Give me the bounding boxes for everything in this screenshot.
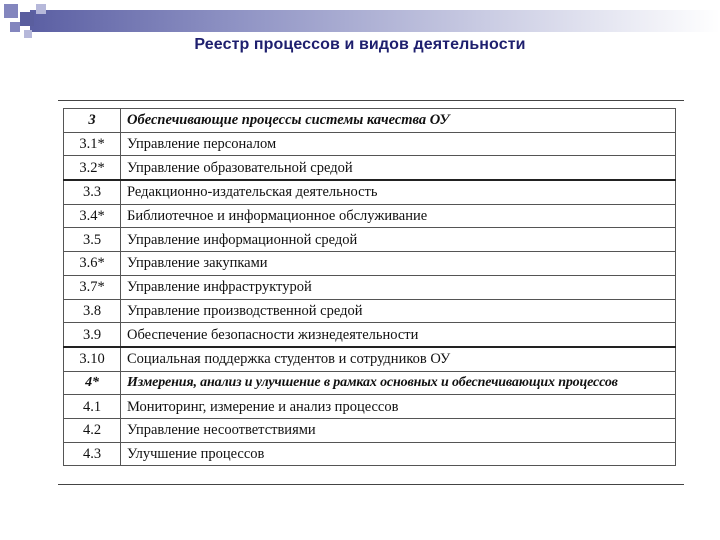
row-name: Управление производственной средой — [121, 299, 676, 323]
table-row — [64, 156, 676, 180]
process-registry-table — [63, 108, 676, 466]
decor-square — [10, 22, 20, 32]
table-row — [64, 275, 676, 299]
row-name: Управление закупками — [121, 252, 676, 276]
table-row — [64, 204, 676, 228]
row-number: 4.2 — [64, 418, 121, 442]
row-name: Управление образовательной средой — [121, 156, 676, 180]
table-row — [64, 109, 676, 133]
table-row — [64, 323, 676, 347]
row-number: 3 — [64, 109, 121, 133]
row-number: 3.7* — [64, 275, 121, 299]
table-row — [64, 418, 676, 442]
row-number: 3.5 — [64, 228, 121, 252]
table-row — [64, 442, 676, 466]
row-name: Измерения, анализ и улучшение в рамках основных и обеспечивающих процессов — [121, 371, 676, 395]
row-number: 3.4* — [64, 204, 121, 228]
row-name: Обеспечение безопасности жизнедеятельности — [121, 323, 676, 347]
row-number: 3.6* — [64, 252, 121, 276]
row-name: Управление персоналом — [121, 132, 676, 156]
row-name: Управление инфраструктурой — [121, 275, 676, 299]
page-title: Реестр процессов и видов деятельности — [194, 36, 526, 53]
table-row — [64, 371, 676, 395]
table-row — [64, 228, 676, 252]
table-row — [64, 395, 676, 419]
decor-square — [20, 12, 34, 26]
decor-square — [4, 4, 18, 18]
row-number: 3.10 — [64, 347, 121, 371]
header-gradient-bar — [30, 10, 720, 32]
row-number: 3.9 — [64, 323, 121, 347]
row-name: Управление информационной средой — [121, 228, 676, 252]
row-name: Социальная поддержка студентов и сотрудников ОУ — [121, 347, 676, 371]
row-number: 3.3 — [64, 180, 121, 204]
row-number: 3.1* — [64, 132, 121, 156]
row-number: 3.2* — [64, 156, 121, 180]
table-row — [64, 347, 676, 371]
decor-square — [36, 4, 46, 14]
row-name: Улучшение процессов — [121, 442, 676, 466]
row-name: Редакционно-издательская деятельность — [121, 180, 676, 204]
row-name: Мониторинг, измерение и анализ процессов — [121, 395, 676, 419]
table-row — [64, 132, 676, 156]
row-number: 4* — [64, 371, 121, 395]
row-number: 3.8 — [64, 299, 121, 323]
table-row — [64, 299, 676, 323]
row-number: 4.1 — [64, 395, 121, 419]
row-name: Управление несоответствиями — [121, 418, 676, 442]
row-number: 4.3 — [64, 442, 121, 466]
table-row — [64, 180, 676, 204]
table-row — [64, 252, 676, 276]
row-name: Библиотечное и информационное обслуживание — [121, 204, 676, 228]
row-name: Обеспечивающие процессы системы качества ОУ — [121, 109, 676, 133]
